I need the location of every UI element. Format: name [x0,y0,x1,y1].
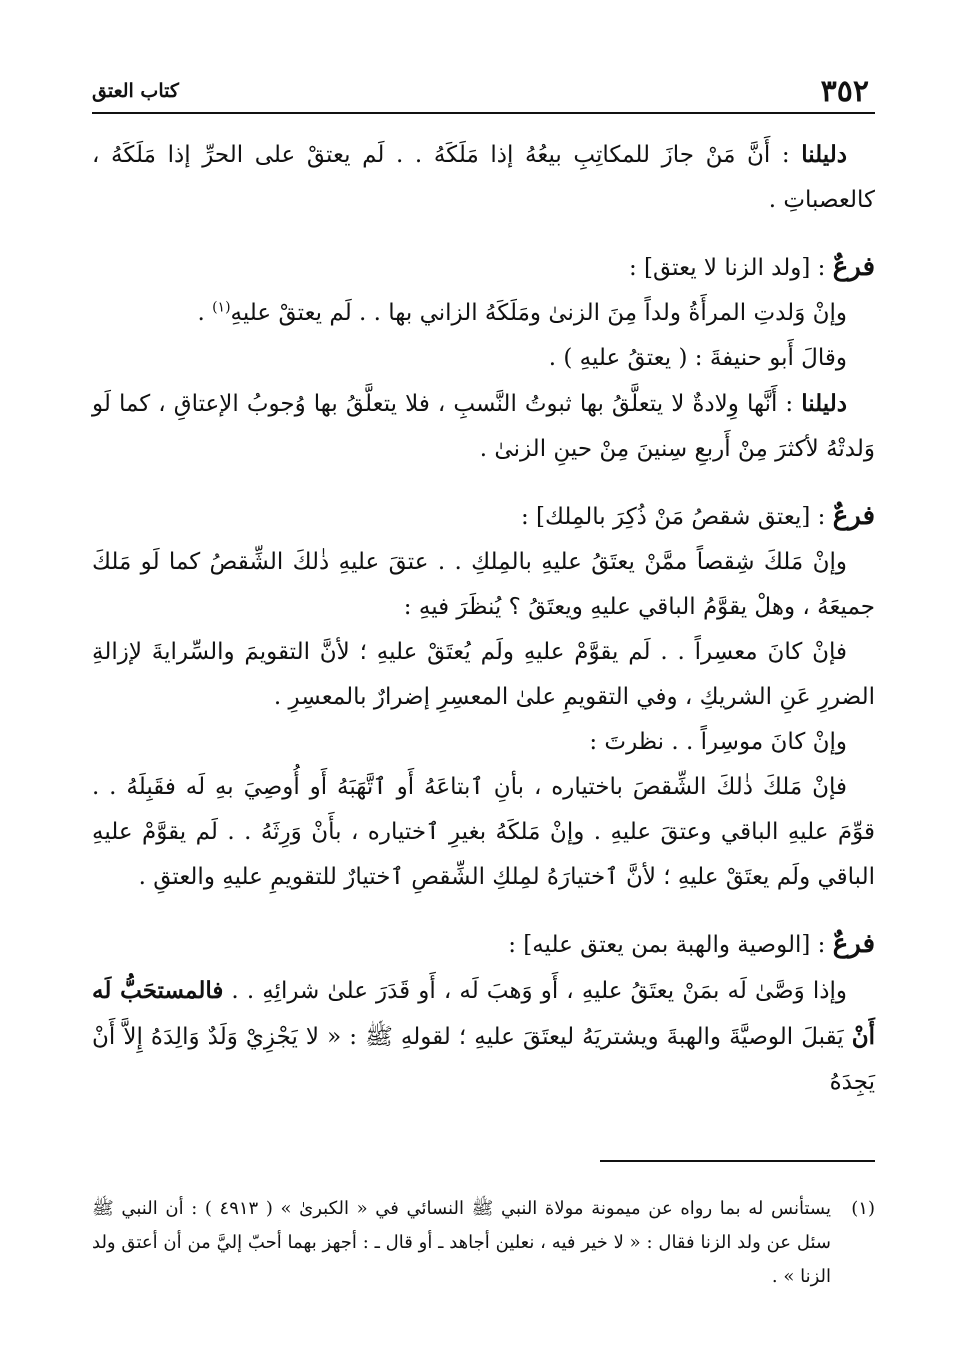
paragraph-text: : أَنَّ مَنْ جازَ للمكاتِبِ بيعُهُ إذا مَلَكَهُ . . لَم يعتقْ على الحرِّ إذا مَلَكَهُ ، كالعصباتِ . [92,142,875,213]
paragraph-text: وإنْ مَلكَ شِقصاً ممَّنْ يعتَقُ عليهِ بالمِلكِ . . عتقَ عليهِ ذٰلكَ الشِّقصُ كما لَو مَلكَ جميعَهُ ، وهلْ يقوَّمُ الباقي عليهِ ويعتَقُ ؟ يُنظَرَ فيهِ : [92,549,875,620]
paragraph-text: يَقبلَ الوصيَّةَ والهبةَ ويشتريَهُ ليعتَقَ عليهِ ؛ لقولهِ ﷺ : « لا يَجْزِيْ وَلَدٌ وَالِدَهُ إِلاَّ أَنْ يَجِدَهُ [92,1024,875,1095]
section-heading [92,245,875,291]
ruling-lead: فالمستحَبُّ لَه أَنْ [92,977,875,1050]
paragraph-text: فإنْ مَلكَ ذٰلكَ الشِّقصَ باختياره ، بأنِ ٱبتاعَهُ أَو ٱتَّهَبَهُ أَو أُوصِيَ بهِ لَه فقَبِلَهُ . . قوِّمَ عليهِ الباقي وعتقَ عليهِ . وإنْ مَلكَهُ بغيرِ ٱختياره ، بأَنْ وَرِثَهُ . . لَم يقوَّمْ عليهِ الباقي ولَم يعتَقْ عليهِ ؛ لأنَّ ٱختيارَهُ لمِلكِ الشِّقصِ ٱختيارٌ للتقويمِ عليهِ والعتقِ . [92,774,875,890]
section-title: : [الوصية والهبة بمن يعتق عليه] : [508,932,833,958]
section-heading [92,494,875,540]
paragraph [92,968,875,1105]
paragraph-text: وإذا وَصَّىٰ لَه بمَنْ يعتَقُ عليهِ ، أَو وَهبَ لَه ، أَو قَدَرَ علىٰ شرائِهِ . . [223,978,847,1004]
paragraph-end: . [197,300,213,326]
footnote-ref[interactable]: (١) [212,299,231,316]
paragraph [92,540,875,630]
paragraph [92,381,875,472]
paragraph [92,291,875,336]
footnote [92,1192,875,1294]
argument-lead: دليلنا [801,390,847,417]
paragraph-text: وإنْ وَلدتِ المرأَةُ ولداً مِنَ الزنىٰ ومَلَكَهُ الزاني بها . . لَم يعتقْ عليهِ [230,300,847,326]
section-lead: فرعٌ [832,929,875,959]
page-header [92,72,875,114]
paragraph [92,336,875,381]
section-title: : [ولد الزنا لا يعتق] : [628,255,833,281]
paragraph [92,720,875,765]
footnote-text: يستأنس له بما رواه عن ميمونة مولاة النبي ﷺ النسائي في « الكبرىٰ » ( ٤٩١٣ ) : أن النبي ﷺ سئل عن ولد الزنا فقال : « لا خير فيه ، نعلين أجاهد ـ أو قال ـ : أجهز بهما أحبّ إليَّ من أن أعتق ولد الزنا » . [92,1198,831,1287]
main-text [92,132,875,1105]
section-title: : [يعتق شقصُ مَنْ ذُكِرَ بالمِلك] : [520,504,833,530]
footnote-separator [600,1160,875,1162]
section-lead: فرعٌ [832,252,875,282]
section-lead: فرعٌ [832,501,875,531]
paragraph-text: وقالَ أَبو حنيفةَ : ( يعتقُ عليهِ ) . [548,345,847,371]
page-number: ٣٥٢ [820,74,869,109]
paragraph-text: : أَنَّها وِلادةٌ لا يتعلَّقُ بها ثبوتُ النَّسبِ ، فلا يتعلَّقُ بها وُجوبُ الإعتاقِ ، كما لَو وَلدتْهُ لأكثرَ مِنْ أَربعِ سِنينَ مِنْ حينِ الزنىٰ . [92,391,875,462]
paragraph-text: فإنْ كانَ معسِراً . . لَم يقوَّمْ عليهِ ولَم يُعتَقْ عليهِ ؛ لأنَّ التقويمَ والسِّرايةَ لإزالةِ الضررِ عَنِ الشريكِ ، وفي التقويمِ علىٰ المعسِرِ إضرارٌ بالمعسِرِ . [92,639,875,710]
running-title: كتاب العتق [92,80,179,102]
footnote-number: (١) [851,1198,875,1219]
paragraph [92,132,875,223]
paragraph-text: وإنْ كانَ موسِراً . . نظرتَ : [589,729,847,755]
argument-lead: دليلنا [801,141,847,168]
paragraph [92,765,875,900]
section-heading [92,922,875,968]
paragraph [92,630,875,720]
